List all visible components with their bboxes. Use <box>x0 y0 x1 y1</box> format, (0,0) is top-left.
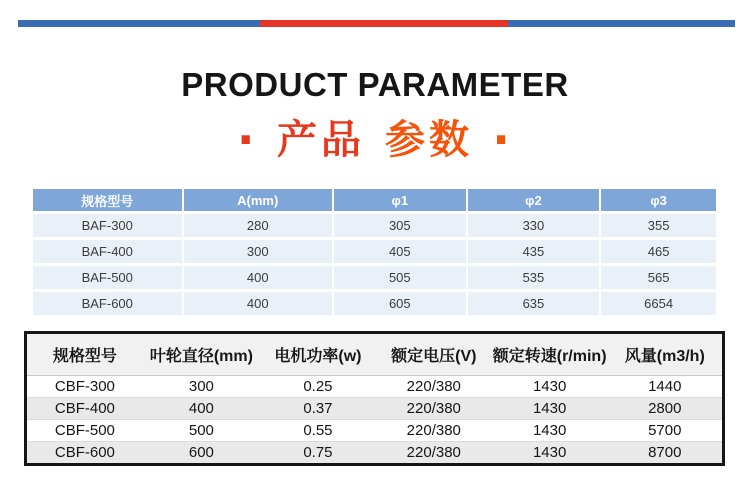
column-header: φ3 <box>601 189 716 211</box>
table-cell: 220/380 <box>376 442 492 465</box>
table-cell: 400 <box>184 292 333 315</box>
table-cell: 505 <box>334 266 466 289</box>
table-cell: 220/380 <box>376 398 492 420</box>
header-row <box>33 189 716 211</box>
table-cell: 500 <box>143 420 260 442</box>
table-cell: 0.75 <box>260 442 376 465</box>
table-cell: 220/380 <box>376 420 492 442</box>
column-header: 规格型号 <box>26 333 143 376</box>
table-cell: BAF-400 <box>33 240 182 263</box>
table-cell: 605 <box>334 292 466 315</box>
cbf-spec-table <box>24 331 725 466</box>
column-header: A(mm) <box>184 189 333 211</box>
table-cell: 400 <box>184 266 333 289</box>
column-header: 额定转速(r/min) <box>492 333 608 376</box>
table-cell: 635 <box>468 292 600 315</box>
table-cell: 600 <box>143 442 260 465</box>
table-row <box>33 266 716 289</box>
column-header: 电机功率(w) <box>260 333 376 376</box>
table-cell: BAF-500 <box>33 266 182 289</box>
table-cell: 565 <box>601 266 716 289</box>
table-cell: 305 <box>334 214 466 237</box>
table-cell: 1430 <box>492 442 608 465</box>
column-header: 叶轮直径(mm) <box>143 333 260 376</box>
table-cell: 330 <box>468 214 600 237</box>
table-cell: BAF-300 <box>33 214 182 237</box>
column-header: φ2 <box>468 189 600 211</box>
table-cell: 1440 <box>648 378 682 395</box>
table-cell: 355 <box>601 214 716 237</box>
dot-icon: · <box>493 107 513 172</box>
divider-segment-blue-right <box>508 20 735 27</box>
table-row <box>26 376 724 398</box>
table-cell: 1430 <box>492 420 608 442</box>
table-cell: CBF-600 <box>26 442 143 465</box>
table-cell: 535 <box>468 266 600 289</box>
table-cell: 300 <box>184 240 333 263</box>
header-row <box>26 333 724 376</box>
table-row <box>33 240 716 263</box>
table-cell: 8700 <box>608 442 724 465</box>
divider-segment-blue-left <box>18 20 260 27</box>
table-cell: 280 <box>184 214 333 237</box>
table-cell: 0.37 <box>260 398 376 420</box>
table-cell: 400 <box>143 398 260 420</box>
page-title: PRODUCT PARAMETER <box>181 66 569 103</box>
table-row <box>33 214 716 237</box>
table-cell: 6654 <box>601 292 716 315</box>
divider-segment-red <box>260 20 508 27</box>
table-cell: 465 <box>601 240 716 263</box>
page-subtitle <box>0 107 750 172</box>
table-cell: 2800 <box>608 398 724 420</box>
table-cell: 1430 <box>492 398 608 420</box>
column-header: φ1 <box>334 189 466 211</box>
table-row <box>26 442 724 465</box>
table-cell: 1430 <box>532 378 567 395</box>
table-row <box>33 292 716 315</box>
table-cell: CBF-400 <box>26 398 143 420</box>
subtitle-text-part2: 参数 <box>385 118 473 162</box>
column-header: 额定电压(V) <box>376 333 492 376</box>
table-cell: 300 <box>188 378 214 395</box>
table-cell: 405 <box>334 240 466 263</box>
table-cell: 220/380 <box>406 378 461 395</box>
column-header: 规格型号 <box>33 189 182 211</box>
table-cell: CBF-300 <box>54 378 115 395</box>
table-cell: 0.25 <box>303 378 333 395</box>
table-cell: BAF-600 <box>33 292 182 315</box>
baf-spec-table <box>31 186 718 318</box>
table-cell: 5700 <box>608 420 724 442</box>
table-cell: 0.55 <box>260 420 376 442</box>
subtitle-text-part1: 产品 <box>277 118 365 162</box>
table-cell: CBF-500 <box>26 420 143 442</box>
table-row <box>26 420 724 442</box>
dot-icon: · <box>237 107 257 172</box>
decorative-divider-bar <box>18 20 735 27</box>
column-header: 风量(m3/h) <box>608 333 724 376</box>
table-row <box>26 398 724 420</box>
table-cell: 435 <box>468 240 600 263</box>
